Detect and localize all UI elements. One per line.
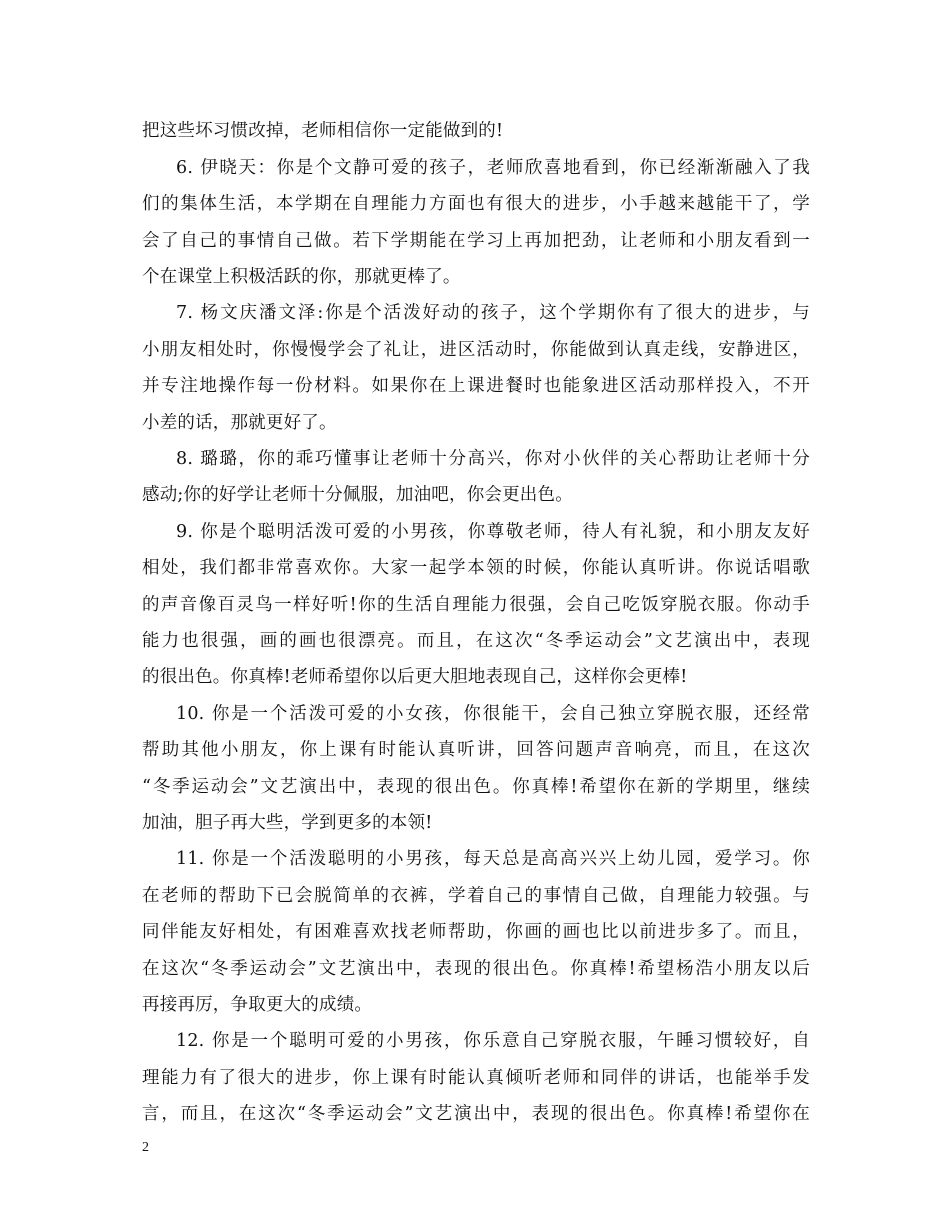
text-line: 在这次“冬季运动会”文艺演出中，表现的很出色。你真棒!希望杨浩小朋友以后 <box>142 959 810 979</box>
text-line: 小差的话，那就更好了。 <box>142 413 337 433</box>
text-line: 9. 你是个聪明活泼可爱的小男孩，你尊敬老师，待人有礼貌，和小朋友友好 <box>176 522 810 542</box>
text-line: 能力也很强，画的画也很漂亮。而且，在这次“冬季运动会”文艺演出中，表现 <box>142 631 810 651</box>
text-line: “冬季运动会”文艺演出中，表现的很出色。你真棒!希望你在新的学期里，继续 <box>142 777 810 797</box>
text-line: 们的集体生活，本学期在自理能力方面也有很大的进步，小手越来越能干了，学 <box>142 194 810 214</box>
text-line: 理能力有了很大的进步，你上课有时能认真倾听老师和同伴的讲话，也能举手发 <box>142 1068 810 1088</box>
text-line: 把这些坏习惯改掉，老师相信你一定能做到的! <box>142 121 504 141</box>
text-line: 相处，我们都非常喜欢你。大家一起学本领的时候，你能认真听讲。你说话唱歌 <box>142 558 810 578</box>
text-line: 再接再厉，争取更大的成绩。 <box>142 995 373 1015</box>
text-line: 10. 你是一个活泼可爱的小女孩，你很能干，会自己独立穿脱衣服，还经常 <box>176 704 810 724</box>
text-line: 并专注地操作每一份材料。如果你在上课进餐时也能象进区活动那样投入，不开 <box>142 376 810 396</box>
text-line: 加油，胆子再大些，学到更多的本领! <box>142 813 433 833</box>
text-line: 个在课堂上积极活跃的你，那就更棒了。 <box>142 267 461 287</box>
page-number: 2 <box>142 1140 149 1155</box>
text-line: 的声音像百灵鸟一样好听!你的生活自理能力很强，会自己吃饭穿脱衣服。你动手 <box>142 595 810 615</box>
text-line: 6. 伊晓天：你是个文静可爱的孩子，老师欣喜地看到，你已经渐渐融入了我 <box>176 158 810 178</box>
text-line: 在老师的帮助下已会脱简单的衣裤，学着自己的事情自己做，自理能力较强。与 <box>142 886 810 906</box>
text-line: 言，而且，在这次“冬季运动会”文艺演出中，表现的很出色。你真棒!希望你在 <box>142 1104 810 1124</box>
text-line: 11. 你是一个活泼聪明的小男孩，每天总是高高兴兴上幼儿园，爱学习。你 <box>176 849 810 869</box>
text-line: 的很出色。你真棒!老师希望你以后更大胆地表现自己，这样你会更棒! <box>142 667 688 687</box>
text-line: 同伴能友好相处，有困难喜欢找老师帮助，你画的画也比以前进步多了。而且， <box>142 922 810 942</box>
text-line: 7. 杨文庆潘文泽:你是个活泼好动的孩子，这个学期你有了很大的进步，与 <box>176 303 810 323</box>
text-line: 12. 你是一个聪明可爱的小男孩，你乐意自己穿脱衣服，午睡习惯较好，自 <box>176 1031 810 1051</box>
text-line: 感动;你的好学让老师十分佩服，加油吧，你会更出色。 <box>142 485 573 505</box>
text-line: 会了自己的事情自己做。若下学期能在学习上再加把劲，让老师和小朋友看到一 <box>142 231 810 251</box>
text-line: 帮助其他小朋友，你上课有时能认真听讲，回答问题声音响亮，而且，在这次 <box>142 740 810 760</box>
text-line: 小朋友相处时，你慢慢学会了礼让，进区活动时，你能做到认真走线，安静进区， <box>142 340 810 360</box>
text-line: 8. 璐璐，你的乖巧懂事让老师十分高兴，你对小伙伴的关心帮助让老师十分 <box>176 449 810 469</box>
